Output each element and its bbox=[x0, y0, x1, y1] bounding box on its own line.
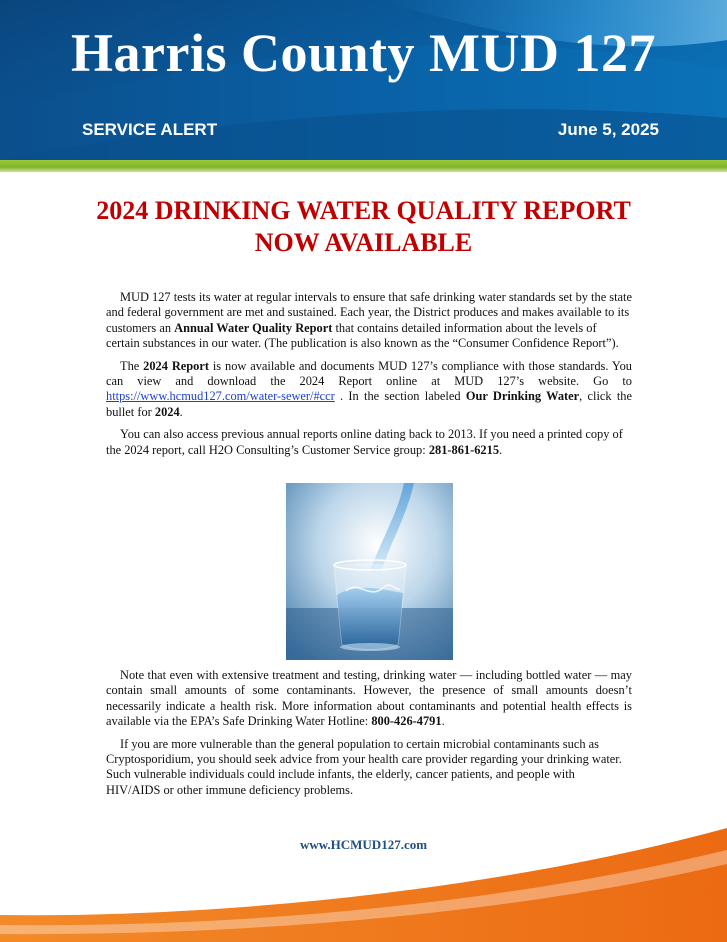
article-body-top bbox=[106, 290, 632, 465]
headline-line-2: NOW AVAILABLE bbox=[254, 228, 473, 257]
service-alert-label: SERVICE ALERT bbox=[82, 120, 218, 139]
alert-date: June 5, 2025 bbox=[557, 120, 659, 139]
header-banner bbox=[0, 0, 727, 160]
report-link[interactable]: https://www.hcmud127.com/water-sewer/#ccr bbox=[106, 389, 335, 404]
paragraph-intro: MUD 127 tests its water at regular intervals to ensure that safe drinking water standards set by the state and federal government are met and sustained. Each year, the District produces and makes available to its customers an Annual Water Quality Report that contains detailed information about the levels of certain substances in our water. (The publication is also known as the “Consumer Confidence Report”). bbox=[106, 290, 633, 351]
footer-website[interactable]: www.HCMUD127.com bbox=[299, 837, 428, 852]
paragraph-report: The 2024 Report is now available and documents MUD 127’s compliance with those standards. You can view and download the 2024 Report online at MUD 127’s website. Go to https://www.hcmud127.com/water-sewer/#ccr . In the section labeled Our Drinking Water, click the bullet for 2024. bbox=[106, 358, 632, 419]
headline-line-1: 2024 DRINKING WATER QUALITY REPORT bbox=[96, 196, 631, 225]
paragraph-previous-reports: You can also access previous annual reports online dating back to 2013. If you need a printed copy of the 2024 report, call H2O Consulting’s Customer Service group: 281-861-6215. bbox=[106, 427, 623, 457]
paragraph-contaminants: Note that even with extensive treatment and testing, drinking water — including bottled water — may contain small amounts of some contaminants. However, the presence of small amounts doesn’t necessarily indicate a health risk. More information about contaminants and potential health effects is available via the EPA’s Safe Drinking Water Hotline: 800-426-4791. bbox=[106, 668, 632, 729]
article-body-bottom bbox=[106, 668, 632, 805]
paragraph-vulnerable: If you are more vulnerable than the general population to certain microbial contaminants such as Cryptosporidium, you should seek advice from your health care provider regarding your drinking water. Such vulnerable individuals could include infants, the elderly, cancer patients, and people with HIV/AIDS or other immune deficiency problems. bbox=[106, 736, 622, 797]
headline bbox=[40, 195, 687, 259]
masthead-title: Harris County MUD 127 bbox=[71, 23, 656, 83]
water-glass-photo bbox=[286, 483, 453, 660]
green-divider-bar bbox=[0, 160, 727, 172]
